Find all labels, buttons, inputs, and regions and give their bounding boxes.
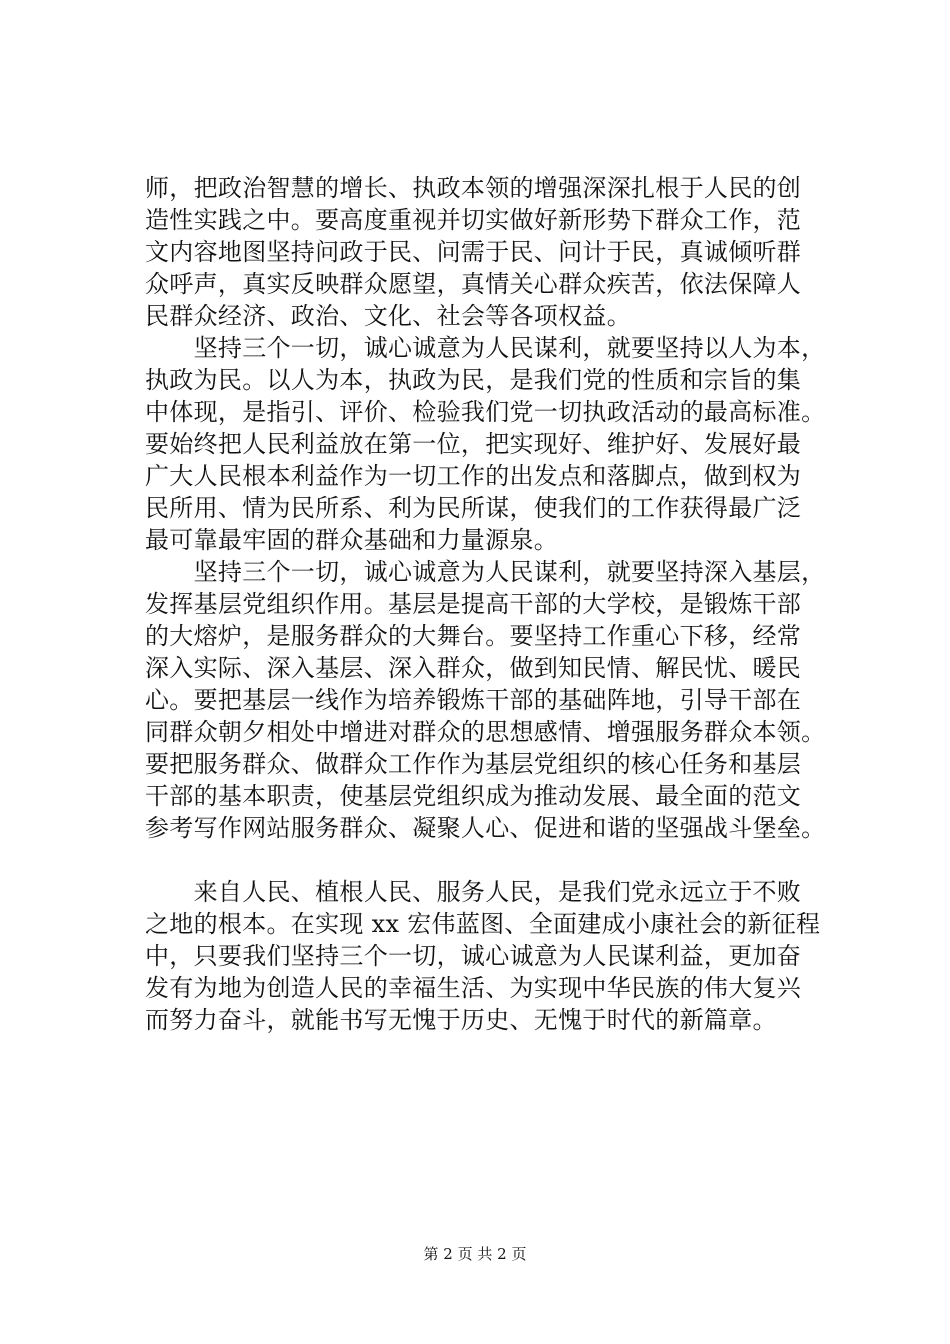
text-line: 中，只要我们坚持三个一切，诚心诚意为人民谋利益，更加奋 — [145, 942, 802, 970]
text-line: 广大人民根本利益作为一切工作的出发点和落脚点，做到权为 — [145, 462, 802, 490]
text-line: 坚持三个一切，诚心诚意为人民谋利，就要坚持深入基层， — [145, 558, 826, 586]
text-line: 深入实际、深入基层、深入群众，做到知民情、解民忧、暖民 — [145, 654, 802, 682]
text-line: 之地的根本。在实现 xx 宏伟蓝图、全面建成小康社会的新征程 — [145, 910, 821, 938]
text-line: 干部的基本职责，使基层党组织成为推动发展、最全面的范文 — [145, 782, 802, 810]
text-line: 来自人民、植根人民、服务人民，是我们党永远立于不败 — [145, 878, 802, 906]
text-line: 要始终把人民利益放在第一位，把实现好、维护好、发展好最 — [145, 430, 802, 458]
text-line: 文内容地图坚持问政于民、问需于民、问计于民，真诚倾听群 — [145, 238, 802, 266]
paragraph-gap — [145, 844, 835, 876]
text-line: 众呼声，真实反映群众愿望，真情关心群众疾苦，依法保障人 — [145, 270, 802, 298]
text-line: 发有为地为创造人民的幸福生活、为实现中华民族的伟大复兴 — [145, 974, 802, 1002]
text-line: 的大熔炉，是服务群众的大舞台。要坚持工作重心下移，经常 — [145, 622, 802, 650]
text-line: 参考写作网站服务群众、凝聚人心、促进和谐的坚强战斗堡垒。 — [145, 814, 826, 842]
text-line: 同群众朝夕相处中增进对群众的思想感情、增强服务群众本领。 — [145, 718, 826, 746]
text-line: 民所用、情为民所系、利为民所谋，使我们的工作获得最广泛 — [145, 494, 802, 522]
text-line: 最可靠最牢固的群众基础和力量源泉。 — [145, 526, 559, 554]
text-line: 坚持三个一切，诚心诚意为人民谋利，就要坚持以人为本， — [145, 334, 826, 362]
text-line: 发挥基层党组织作用。基层是提高干部的大学校，是锻炼干部 — [145, 590, 802, 618]
text-line: 心。要把基层一线作为培养锻炼干部的基础阵地，引导干部在 — [145, 686, 802, 714]
text-line: 民群众经济、政治、文化、社会等各项权益。 — [145, 302, 631, 330]
text-line: 执政为民。以人为本，执政为民，是我们党的性质和宗旨的集 — [145, 366, 802, 394]
text-line: 师，把政治智慧的增长、执政本领的增强深深扎根于人民的创 — [145, 174, 802, 202]
text-line: 而努力奋斗，就能书写无愧于历史、无愧于时代的新篇章。 — [145, 1006, 777, 1034]
text-line: 造性实践之中。要高度重视并切实做好新形势下群众工作，范 — [145, 206, 802, 234]
text-line: 要把服务群众、做群众工作作为基层党组织的核心任务和基层 — [145, 750, 802, 778]
page-footer: 第 2 页 共 2 页 — [423, 1245, 527, 1263]
body-text — [145, 172, 835, 1036]
text-line: 中体现，是指引、评价、检验我们党一切执政活动的最高标准。 — [145, 398, 826, 426]
